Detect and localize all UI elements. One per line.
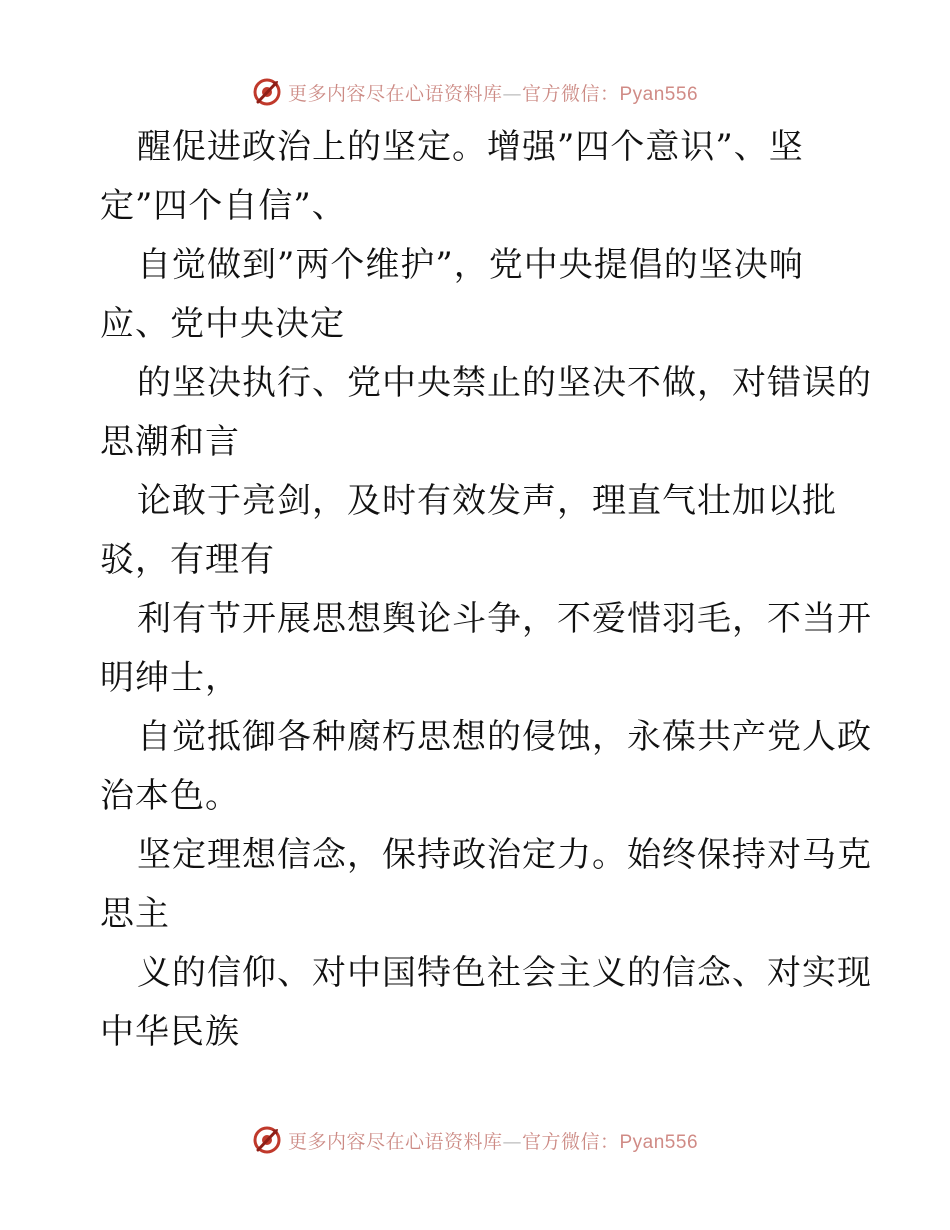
banner-separator: — — [502, 82, 522, 105]
banner-title: 更多内容尽在心语资料库 — [287, 1130, 503, 1153]
text-line: 论敢于亮剑，及时有效发声，理直气壮加以批 — [137, 481, 837, 521]
text-line: 中华民族 — [100, 1012, 240, 1052]
text-line: 应、党中央决定 — [100, 304, 345, 344]
text-line: 驳，有理有 — [100, 540, 275, 580]
document-body — [100, 118, 870, 1062]
text-line: 自觉抵御各种腐朽思想的侵蚀，永葆共产党人政 — [137, 717, 872, 757]
banner-separator: — — [502, 1130, 522, 1153]
logo-icon — [252, 77, 282, 107]
banner-wechat-id: Pyan556 — [619, 1131, 699, 1153]
footer-banner — [0, 1120, 950, 1160]
text-line: 利有节开展思想舆论斗争，不爱惜羽毛，不当开 — [137, 599, 872, 639]
text-line: 明绅士， — [100, 658, 240, 698]
logo-icon — [252, 1125, 282, 1155]
text-line: 治本色。 — [100, 776, 240, 816]
text-line: 思潮和言 — [100, 422, 240, 462]
footer-banner-text — [288, 1127, 698, 1154]
banner-title: 更多内容尽在心语资料库 — [287, 82, 503, 105]
text-line: 定”四个自信”、 — [100, 186, 347, 226]
header-banner — [0, 72, 950, 112]
text-line: 思主 — [100, 894, 170, 934]
header-banner-text — [288, 79, 698, 106]
banner-wechat-id: Pyan556 — [619, 83, 699, 105]
text-line: 的坚决执行、党中央禁止的坚决不做，对错误的 — [137, 363, 872, 403]
banner-label: 官方微信： — [521, 1130, 620, 1153]
text-line: 醒促进政治上的坚定。增强”四个意识”、坚 — [137, 127, 804, 167]
text-line: 坚定理想信念，保持政治定力。始终保持对马克 — [137, 835, 872, 875]
text-line: 自觉做到”两个维护”，党中央提倡的坚决响 — [137, 245, 804, 285]
banner-label: 官方微信： — [521, 82, 620, 105]
text-line: 义的信仰、对中国特色社会主义的信念、对实现 — [137, 953, 872, 993]
